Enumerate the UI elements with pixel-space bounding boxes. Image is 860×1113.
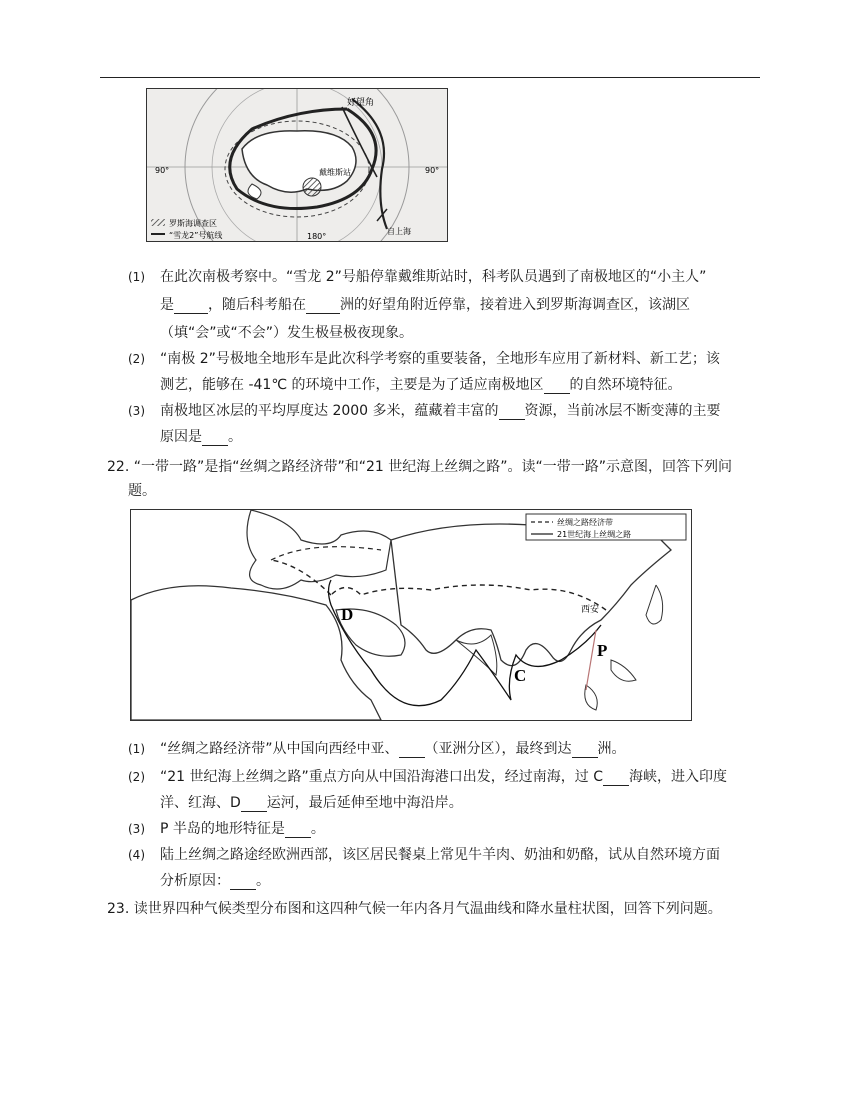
q22-2-line2 [160,792,463,812]
q22-2-blank-2[interactable] [241,795,267,812]
label-lon-bottom: 180° [307,232,327,241]
legend-area: 罗斯海调查区 [169,219,217,228]
q21-3-text-b: 资源，当前冰层不断变薄的主要 [524,403,721,419]
label-cape: 好望角 [347,98,375,108]
q21-3-blank-1[interactable] [499,403,525,420]
label-shanghai: 自上海 [387,227,411,236]
q22-4-text-a: 分析原因： [160,873,230,889]
q22-1-text-c: 洲。 [597,741,626,757]
q22-2-text-a: “21 世纪海上丝绸之路”重点方向从中国沿海港口出发，经过南海，过 C [160,769,603,785]
q21-1-text-c: 洲的好望角附近停靠，接着进入到罗斯海调查区，该湖区 [340,297,690,313]
q22-2-blank-1[interactable] [603,769,629,786]
q22-3-blank[interactable] [285,821,311,838]
q22-4-blank[interactable] [230,873,256,890]
q22-3-text-a: P 半岛的地形特征是 [160,821,285,837]
q22-1-blank-2[interactable] [572,741,598,758]
q22-stem-line2: 题。 [128,483,156,499]
q22-3-line [160,818,325,838]
q22-1-text-b: （亚洲分区），最终到达 [424,741,572,757]
q22-3-num: (3) [128,822,145,836]
q23-stem: 23. 读世界四种气候类型分布图和这四种气候一年内各月气温曲线和降水量柱状图，回答下列问题。 [107,901,722,917]
map-legend-2: 21世纪海上丝绸之路 [557,530,632,539]
label-lon-left: 90° [155,166,170,175]
q22-1-text-a: “丝绸之路经济带”从中国向西经中亚、 [160,741,399,757]
label-station: 戴维斯站 [319,168,351,177]
q22-3-text-b: 。 [310,821,325,837]
q22-stem-line1: 22. “一带一路”是指“丝绸之路经济带”和“21 世纪海上丝绸之路”。读“一带一路”示意图，回答下列问 [107,459,733,475]
q22-1-blank-1[interactable] [399,741,425,758]
label-lon-right: 90° [425,166,440,175]
q22-2-text-c: 洋、红海、D [160,795,241,811]
q21-1-line1: 在此次南极考察中。“雪龙 2”号船停靠戴维斯站时，科考队员遇到了南极地区的“小主人” [160,269,707,285]
q21-2-text-b: 的自然环境特征。 [569,377,682,393]
q22-4-num: (4) [128,848,145,862]
map-label-p: P [597,641,608,660]
q21-2-line2 [160,374,682,394]
q21-3-blank-2[interactable] [202,429,228,446]
header-rule [100,77,760,78]
q21-1-blank-1[interactable] [174,297,208,314]
antarctica-map [146,88,448,242]
q21-1-text-a: 是 [160,297,174,313]
q21-1-blank-2[interactable] [306,297,340,314]
q22-2-text-b: 海峡，进入印度 [629,769,727,785]
q21-1-line2 [160,294,690,314]
belt-road-map [130,509,692,721]
map-label-c: C [514,666,527,685]
map-label-d: D [341,605,354,624]
q21-3-text-d: 。 [228,429,242,445]
q21-2-text-a: 测艺，能够在 -41℃ 的环境中工作，主要是为了适应南极地区 [160,377,544,393]
q22-4-line2 [160,870,270,890]
q21-2-num: (2) [128,352,145,366]
q22-2-text-d: 运河，最后延伸至地中海沿岸。 [266,795,463,811]
legend-route: “雪龙2”号航线 [169,231,223,240]
q21-3-text-c: 原因是 [160,429,202,445]
q22-2-num: (2) [128,770,145,784]
q22-2-line1 [160,766,727,786]
q22-4-text-b: 。 [256,873,270,889]
map-label-xian: 西安 [581,605,600,615]
map-legend-1: 丝绸之路经济带 [557,518,613,527]
q22-4-line1: 陆上丝绸之路途经欧洲西部，该区居民餐桌上常见牛羊肉、奶油和奶酪，试从自然环境方面 [160,847,720,863]
q21-3-num: (3) [128,404,145,418]
legend-hatch-icon [151,219,165,226]
q21-3-line2 [160,426,242,446]
q21-1-text-b: ，随后科考船在 [208,297,306,313]
q21-2-line1: “南极 2”号极地全地形车是此次科学考察的重要装备，全地形车应用了新材料、新工艺；该 [160,351,720,367]
q21-2-blank[interactable] [544,377,570,394]
q21-3-line1 [160,400,721,420]
q21-3-text-a: 南极地区冰层的平均厚度达 2000 多米，蕴藏着丰富的 [160,403,499,419]
q21-1-num: (1) [128,270,145,284]
q22-1-line [160,738,626,758]
q22-1-num: (1) [128,742,145,756]
q21-1-line3: （填“会”或“不会”）发生极昼极夜现象。 [160,325,414,341]
